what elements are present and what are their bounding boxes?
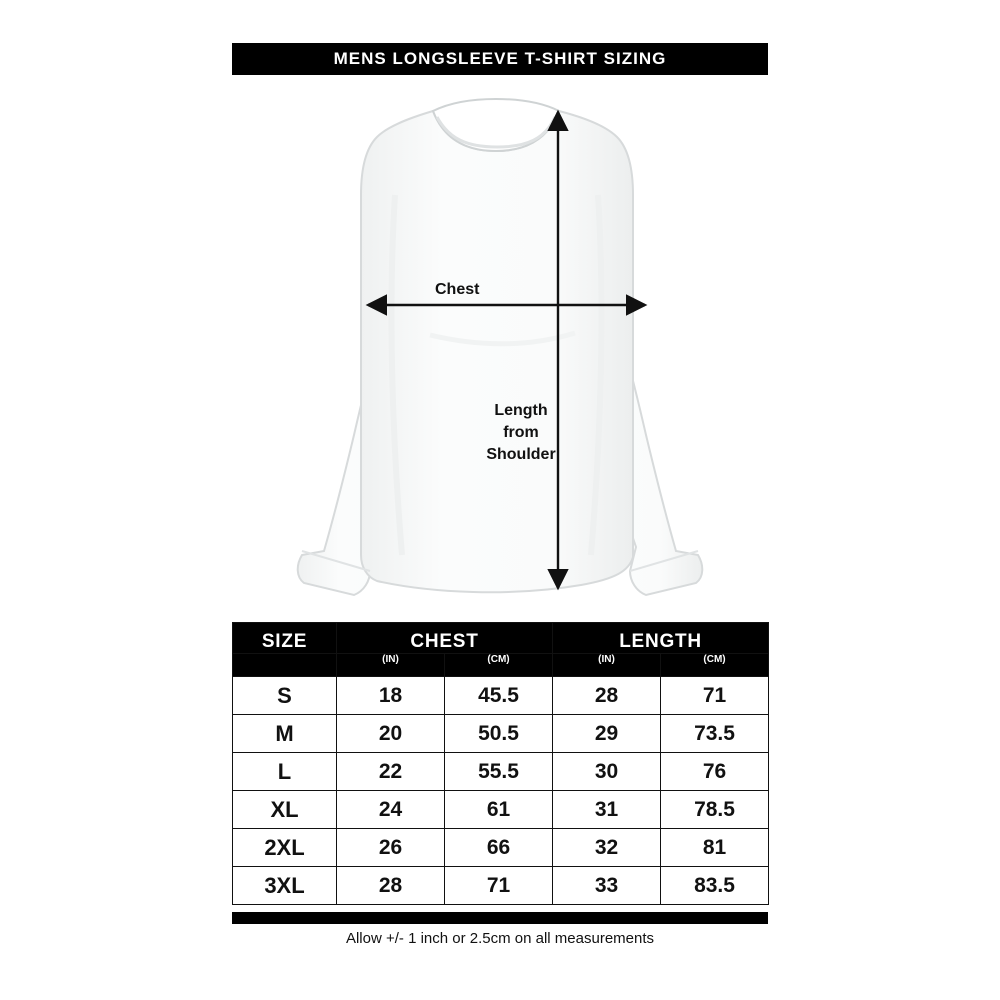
cell-chest-cm: 55.5 [445,753,553,791]
cell-chest-in: 26 [337,829,445,867]
cell-chest-in: 22 [337,753,445,791]
unit-length-cm: (CM) [661,654,769,677]
cell-length-cm: 71 [661,677,769,715]
table-group-header-row [233,623,769,654]
header-length: LENGTH [553,623,769,654]
cell-chest-in: 24 [337,791,445,829]
length-label-line2: from [503,424,539,441]
unit-size [233,654,337,677]
size-chart-table [232,622,768,905]
unit-length-in: (IN) [553,654,661,677]
cell-chest-cm: 66 [445,829,553,867]
table-row [233,867,769,905]
cell-size: XL [233,791,337,829]
unit-chest-cm: (CM) [445,654,553,677]
cell-chest-cm: 45.5 [445,677,553,715]
cell-chest-in: 28 [337,867,445,905]
unit-chest-in: (IN) [337,654,445,677]
cell-length-in: 32 [553,829,661,867]
cell-length-cm: 83.5 [661,867,769,905]
cell-size: 3XL [233,867,337,905]
table-row [233,791,769,829]
table-bottom-bar [232,912,768,924]
cell-length-in: 31 [553,791,661,829]
header-size: SIZE [233,623,337,654]
measurement-note: Allow +/- 1 inch or 2.5cm on all measurements [345,930,655,947]
cell-length-in: 33 [553,867,661,905]
cell-length-in: 29 [553,715,661,753]
table-row [233,829,769,867]
cell-length-cm: 78.5 [661,791,769,829]
page-title: MENS LONGSLEEVE T-SHIRT SIZING [232,43,768,75]
cell-chest-cm: 71 [445,867,553,905]
cell-length-cm: 76 [661,753,769,791]
table-row [233,715,769,753]
length-label-line3: Shoulder [486,446,556,463]
length-label-line1: Length [494,402,548,419]
cell-chest-cm: 50.5 [445,715,553,753]
garment-illustration [180,85,820,615]
table-row [233,677,769,715]
table-row [233,753,769,791]
cell-size: L [233,753,337,791]
cell-size: S [233,677,337,715]
cell-chest-in: 18 [337,677,445,715]
cell-size: 2XL [233,829,337,867]
table-unit-header-row [233,654,769,677]
header-chest: CHEST [337,623,553,654]
cell-chest-in: 20 [337,715,445,753]
cell-length-cm: 81 [661,829,769,867]
cell-length-in: 30 [553,753,661,791]
cell-length-cm: 73.5 [661,715,769,753]
chest-label: Chest [435,281,480,298]
cell-size: M [233,715,337,753]
cell-length-in: 28 [553,677,661,715]
cell-chest-cm: 61 [445,791,553,829]
longsleeve-tshirt-icon [180,85,820,615]
